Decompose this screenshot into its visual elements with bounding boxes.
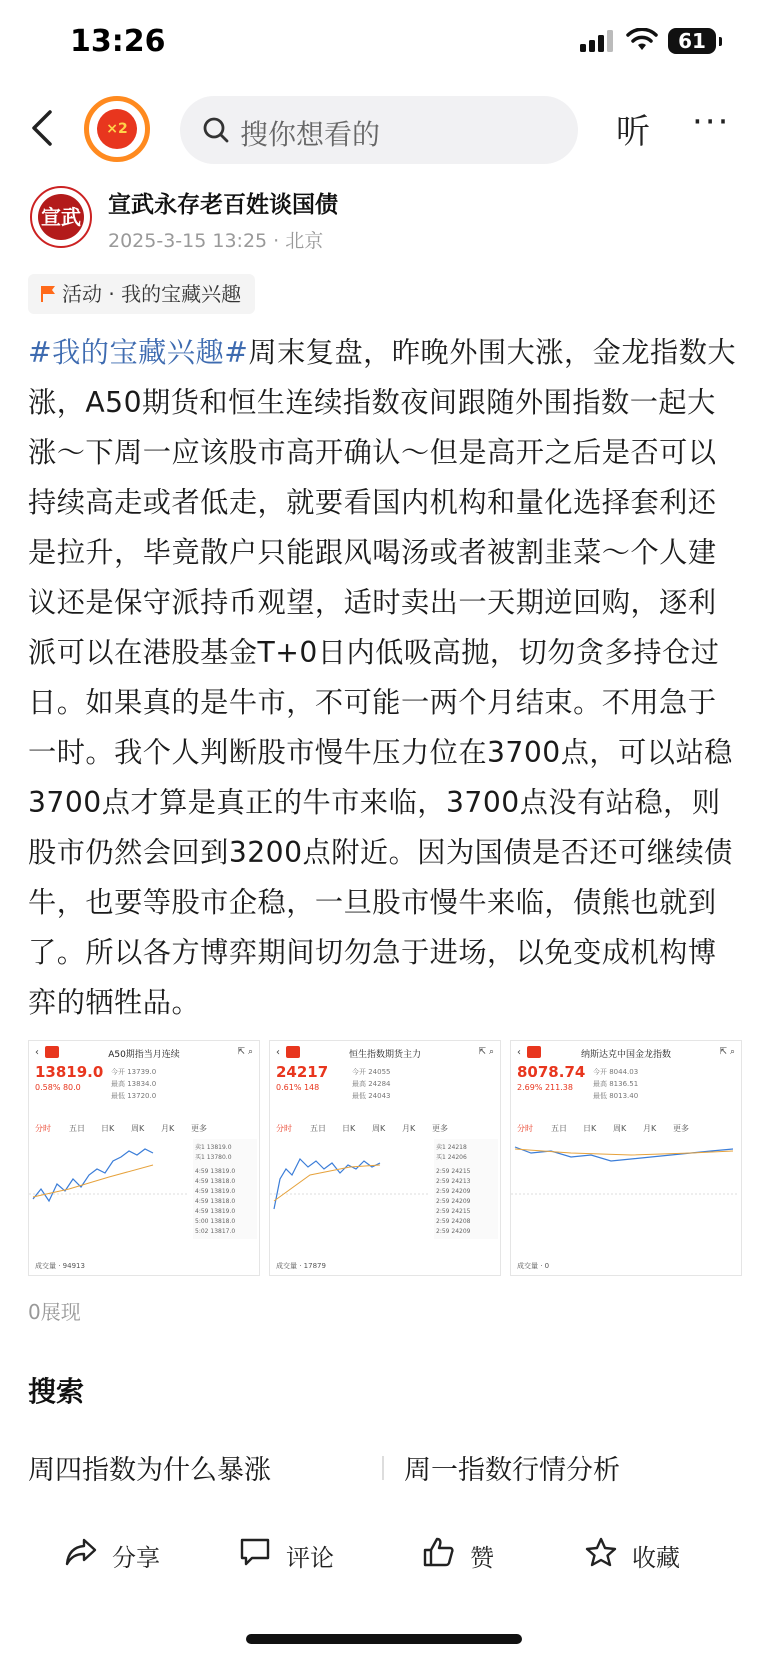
like-button[interactable] [422, 1534, 512, 1574]
comment-label: 评论 [286, 1544, 334, 1572]
chart-low: 最低 8013.40 [593, 1092, 639, 1100]
chart-tab: 周K [372, 1124, 386, 1133]
back-button[interactable] [24, 106, 64, 150]
share-search-icon: ⇱ ⌕ [719, 1047, 735, 1057]
chart-tab: 日K [101, 1124, 115, 1133]
chart-price: 8078.74 [517, 1063, 586, 1081]
post-text: 周末复盘，昨晚外围大涨，金龙指数大涨，A50期货和恒生连续指数夜间跟随外围指数一起大涨～下周一应该股市高开确认～但是高开之后是否可以持续高走或者低走，就要看国内机构和量化选择套利还是拉升，毕竟散户只能跟风喝汤或者被割韭菜～个人建议还是保守派持币观望，适时卖出一天期逆回购，逐利派可以在港股基金T+0日内低吸高抛，切勿贪多持仓过日。如果真的是牛市，不可能一两个月结束。不用急于一时。我个人判断股市慢牛压力位在3700点，可以站稳3700点才算是真正的牛市来临，3700点没有站稳，则股市仍然会回到3200点附近。因为国债是否还可继续债牛，也要等股市企稳，一旦股市慢牛来临，债熊也就到了。所以各方博弈期间切勿急于进场，以免变成机构博弈的牺牲品。 [28, 336, 737, 1019]
svg-text:2:59 24209: 2:59 24209 [436, 1188, 471, 1195]
chart-change: 2.69% 211.38 [517, 1083, 573, 1092]
share-icon [64, 1536, 98, 1568]
intraday-line-chart [270, 1139, 501, 1249]
comment-button[interactable] [238, 1534, 348, 1574]
listen-button[interactable]: 听 [616, 112, 650, 152]
svg-text:5:00 13818.0: 5:00 13818.0 [195, 1218, 236, 1225]
bottom-action-bar [0, 1520, 768, 1590]
post-body [28, 328, 742, 1028]
star-icon [584, 1536, 618, 1568]
chart-title: 纳斯达克中国金龙指数 [580, 1050, 671, 1060]
comment-icon [238, 1536, 272, 1568]
share-search-icon: ⇱ ⌕ [478, 1047, 494, 1057]
chart-price: 13819.0 [35, 1063, 104, 1081]
chart-tab: 更多 [191, 1124, 207, 1133]
chart-thumbnail-hsi[interactable] [269, 1040, 501, 1276]
chart-low: 最低 13720.0 [111, 1092, 157, 1100]
flag-icon [40, 285, 56, 303]
cellular-signal-icon [580, 30, 616, 56]
svg-text:4:59 13819.0: 4:59 13819.0 [195, 1208, 236, 1215]
chart-high: 最高 8136.51 [593, 1080, 639, 1088]
favorite-button[interactable] [584, 1534, 694, 1574]
chart-tab: 周K [131, 1124, 145, 1133]
svg-text:4:59 13818.0: 4:59 13818.0 [195, 1198, 236, 1205]
chart-tab: 分时 [517, 1124, 533, 1133]
battery-icon: 61 [668, 28, 716, 54]
chart-tabs [270, 1121, 500, 1137]
chart-tab: 月K [643, 1124, 657, 1133]
chart-tabs [511, 1121, 741, 1137]
chart-tab: 更多 [673, 1124, 689, 1133]
chart-tab: 五日 [551, 1124, 567, 1133]
svg-text:2:59 24215: 2:59 24215 [436, 1168, 471, 1175]
chart-open: 今开 13739.0 [111, 1068, 157, 1076]
view-count: 0展现 [28, 1300, 81, 1324]
chart-tab: 日K [342, 1124, 356, 1133]
avatar-text: 宣武 [38, 194, 84, 240]
status-bar [0, 0, 768, 80]
thumbs-up-icon [422, 1536, 456, 1568]
activity-tag-label: 活动 · 我的宝藏兴趣 [62, 282, 242, 306]
svg-text:2:59 24209: 2:59 24209 [436, 1228, 471, 1235]
chart-volume: 成交量 · 17879 [276, 1262, 326, 1270]
search-section-title: 搜索 [28, 1375, 85, 1408]
svg-text:买1 13780.0: 买1 13780.0 [195, 1154, 232, 1161]
avatar[interactable] [30, 186, 92, 248]
chart-high: 最高 24284 [352, 1080, 391, 1088]
hashtag-link[interactable]: #我的宝藏兴趣# [28, 336, 249, 369]
chart-high: 最高 13834.0 [111, 1080, 157, 1088]
home-indicator[interactable] [246, 1634, 522, 1644]
svg-text:2:59 24209: 2:59 24209 [436, 1198, 471, 1205]
chart-title: A50期指当月连续 [108, 1050, 180, 1060]
search-placeholder: 搜你想看的 [240, 118, 381, 151]
chart-tab: 五日 [310, 1124, 326, 1133]
chart-open: 今开 24055 [352, 1068, 391, 1076]
status-time: 13:26 [70, 24, 166, 59]
wifi-icon [626, 28, 658, 56]
chart-tab: 更多 [432, 1124, 448, 1133]
chevron-left-icon: ‹ [35, 1047, 39, 1058]
svg-text:卖1 24218: 卖1 24218 [436, 1144, 467, 1151]
search-suggestion[interactable]: 周四指数为什么暴涨 [28, 1455, 271, 1486]
chart-title: 恒生指数期货主力 [348, 1050, 421, 1060]
chart-volume: 成交量 · 0 [517, 1262, 550, 1270]
post-meta: 2025-3-15 13:25 · 北京 [108, 230, 324, 252]
svg-text:4:59 13819.0: 4:59 13819.0 [195, 1168, 236, 1175]
intraday-line-chart [29, 1139, 260, 1249]
search-input[interactable] [180, 96, 578, 164]
chart-tab: 月K [161, 1124, 175, 1133]
svg-text:卖1 13819.0: 卖1 13819.0 [195, 1144, 232, 1151]
chart-tab: 分时 [35, 1124, 51, 1133]
chart-low: 最低 24043 [352, 1092, 391, 1100]
chart-tab: 五日 [69, 1124, 85, 1133]
svg-text:5:02 13817.0: 5:02 13817.0 [195, 1228, 236, 1235]
chart-change: 0.61% 148 [276, 1083, 320, 1092]
author-name[interactable]: 宣武永存老百姓谈国债 [108, 192, 338, 218]
favorite-label: 收藏 [632, 1544, 680, 1572]
chart-change: 0.58% 80.0 [35, 1083, 81, 1092]
chart-thumbnail-a50[interactable] [28, 1040, 260, 1276]
share-label: 分享 [112, 1544, 160, 1572]
chart-tabs [29, 1121, 259, 1137]
more-icon[interactable]: ··· [692, 102, 731, 142]
chart-tab: 周K [613, 1124, 627, 1133]
search-icon [202, 116, 230, 144]
chart-image-gallery [28, 1040, 742, 1276]
top-nav [0, 90, 768, 170]
svg-text:4:59 13819.0: 4:59 13819.0 [195, 1188, 236, 1195]
divider [382, 1456, 384, 1480]
chevron-left-icon [24, 106, 64, 150]
like-label: 赞 [470, 1544, 494, 1572]
search-suggestion[interactable]: 周一指数行情分析 [404, 1455, 620, 1486]
svg-text:2:59 24213: 2:59 24213 [436, 1178, 471, 1185]
chart-tab: 日K [583, 1124, 597, 1133]
activity-tag[interactable] [28, 274, 255, 314]
svg-text:2:59 24215: 2:59 24215 [436, 1208, 471, 1215]
svg-text:2:59 24208: 2:59 24208 [436, 1218, 471, 1225]
share-search-icon: ⇱ ⌕ [237, 1047, 253, 1057]
intraday-line-chart [511, 1139, 742, 1249]
chart-open: 今开 8044.03 [593, 1068, 639, 1076]
chart-thumbnail-hxc[interactable] [510, 1040, 742, 1276]
chart-tab: 分时 [276, 1124, 292, 1133]
reward-badge: ×2 [97, 109, 137, 149]
svg-text:买1 24206: 买1 24206 [436, 1154, 467, 1161]
chevron-left-icon: ‹ [517, 1047, 521, 1058]
chart-price: 24217 [276, 1063, 329, 1081]
chevron-left-icon: ‹ [276, 1047, 280, 1058]
reward-coin-button[interactable] [84, 96, 150, 162]
chart-tab: 月K [402, 1124, 416, 1133]
share-button[interactable] [64, 1534, 174, 1574]
svg-text:4:59 13818.0: 4:59 13818.0 [195, 1178, 236, 1185]
chart-volume: 成交量 · 94913 [35, 1262, 85, 1270]
